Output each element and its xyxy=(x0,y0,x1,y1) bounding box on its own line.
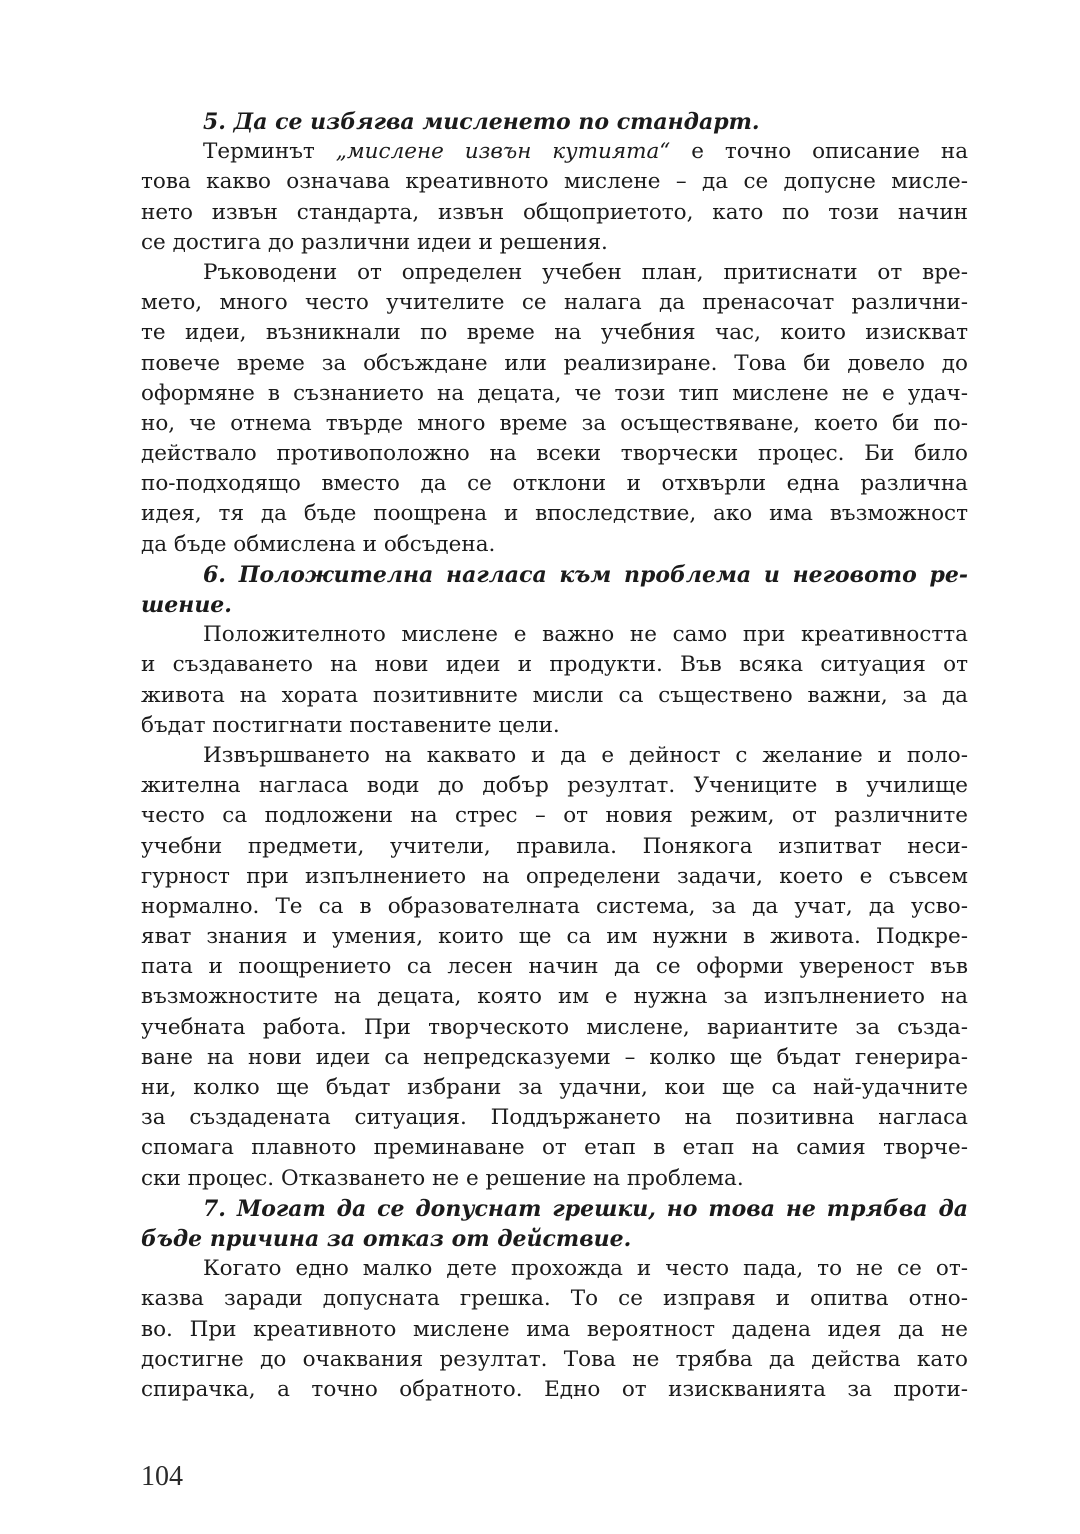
paragraph-line: Терминът „мислене извън кутията“ е точно описание на xyxy=(203,139,969,165)
paragraph-line: повече време за обсъждане или реализиране. Това би довело до xyxy=(141,350,968,376)
paragraph-line: нето извън стандарта, извън общоприетото, като по този начин xyxy=(141,199,968,225)
paragraph-line: и създаването на нови идеи и продукти. Във всяка ситуация от xyxy=(141,652,968,678)
paragraph-line: бъдат постигнати поставените цели. xyxy=(141,712,560,738)
paragraph-line: те идеи, възникнали по време на учебния час, които изискват xyxy=(141,320,968,346)
heading-section-5: 5. Да се избягва мисленето по стандарт. xyxy=(203,109,760,135)
heading-section-7-cont: бъде причина за отказ от действие. xyxy=(141,1225,632,1252)
paragraph-line: достигне до очаквания резултат. Това не трябва да действа като xyxy=(141,1346,968,1372)
paragraph-line: се достига до различни идеи и решения. xyxy=(141,229,608,255)
paragraph-line: Положителното мислене е важно не само при креативността xyxy=(203,622,968,648)
paragraph-line: оформяне в съзнанието на децата, че този тип мислене не е удач- xyxy=(141,380,968,406)
paragraph-line: казва заради допусната грешка. То се изправя и опитва отно- xyxy=(141,1286,968,1312)
paragraph-line: Когато едно малко дете прохожда и често пада, то не се от- xyxy=(203,1256,968,1282)
paragraph-line: во. При креативното мислене има вероятност дадена идея да не xyxy=(141,1316,968,1342)
paragraph-line: учебната работа. При творческото мислене, вариантите за създа- xyxy=(141,1014,968,1040)
heading-section-6-cont: шение. xyxy=(141,592,232,618)
paragraph-line: спомага плавното преминаване от етап в етап на самия творче- xyxy=(141,1135,968,1161)
heading-section-6: 6. Положителна нагласа към проблема и неговото ре- xyxy=(203,561,968,588)
paragraph-line: пата и поощрението са лесен начин да се оформи увереност във xyxy=(141,954,968,980)
paragraph-line: Ръководени от определен учебен план, притиснати от вре- xyxy=(203,259,968,285)
paragraph-line: мето, много често учителите се налага да пренасочат различни- xyxy=(141,290,968,316)
paragraph-line: възможностите на децата, която им е нужна за изпълнението на xyxy=(141,984,968,1010)
paragraph-line: учебни предмети, учители, правила. Понякога изпитват неси- xyxy=(141,833,968,859)
paragraph-line: по-подходящо вместо да се отклони и отхвърли една различна xyxy=(141,471,968,497)
paragraph-line: ване на нови идеи са непредсказуеми – колко ще бъдат генерира- xyxy=(141,1044,968,1070)
paragraph-line: нормално. Те са в образователната система, за да учат, да усво- xyxy=(141,893,968,919)
paragraph-line: гурност при изпълнението на определени задачи, което е съвсем xyxy=(141,863,968,889)
paragraph-line: това какво означава креативното мислене – да се допусне мисле- xyxy=(141,169,968,195)
paragraph-line: за създадената ситуация. Поддържането на позитивна нагласа xyxy=(141,1105,968,1131)
paragraph-line: но, че отнема твърде много време за осъществяване, което би по- xyxy=(141,410,968,436)
paragraph-line: живота на хората позитивните мисли са съществено важни, за да xyxy=(141,682,968,708)
paragraph-line: идея, тя да бъде поощрена и впоследствие, ако има възможност xyxy=(141,501,968,527)
paragraph-line: Извършването на каквато и да е дейност с желание и поло- xyxy=(203,742,968,768)
paragraph-line: действало противоположно на всеки творчески процес. Би било xyxy=(141,441,968,467)
paragraph-line: ни, колко ще бъдат избрани за удачни, кои ще са най-удачните xyxy=(141,1075,968,1100)
paragraph-line: ски процес. Отказването не е решение на проблема. xyxy=(141,1165,744,1191)
paragraph-line: често са подложени на стрес – от новия режим, от различните xyxy=(141,803,968,829)
paragraph-line: да бъде обмислена и обсъдена. xyxy=(141,531,496,557)
quoted-term: „мислене извън кутията“ xyxy=(335,139,671,165)
page-body xyxy=(141,107,968,1405)
page-number: 104 xyxy=(141,1461,183,1492)
paragraph-line: яват знания и умения, които ще са им нужни в живота. Подкре- xyxy=(141,924,968,950)
heading-section-7: 7. Могат да се допуснат грешки, но това не трябва да xyxy=(203,1195,968,1222)
paragraph-line: спирачка, а точно обратното. Едно от изискванията за проти- xyxy=(141,1376,968,1402)
paragraph-line: жителна нагласа води до добър резултат. Учениците в училище xyxy=(141,773,968,799)
